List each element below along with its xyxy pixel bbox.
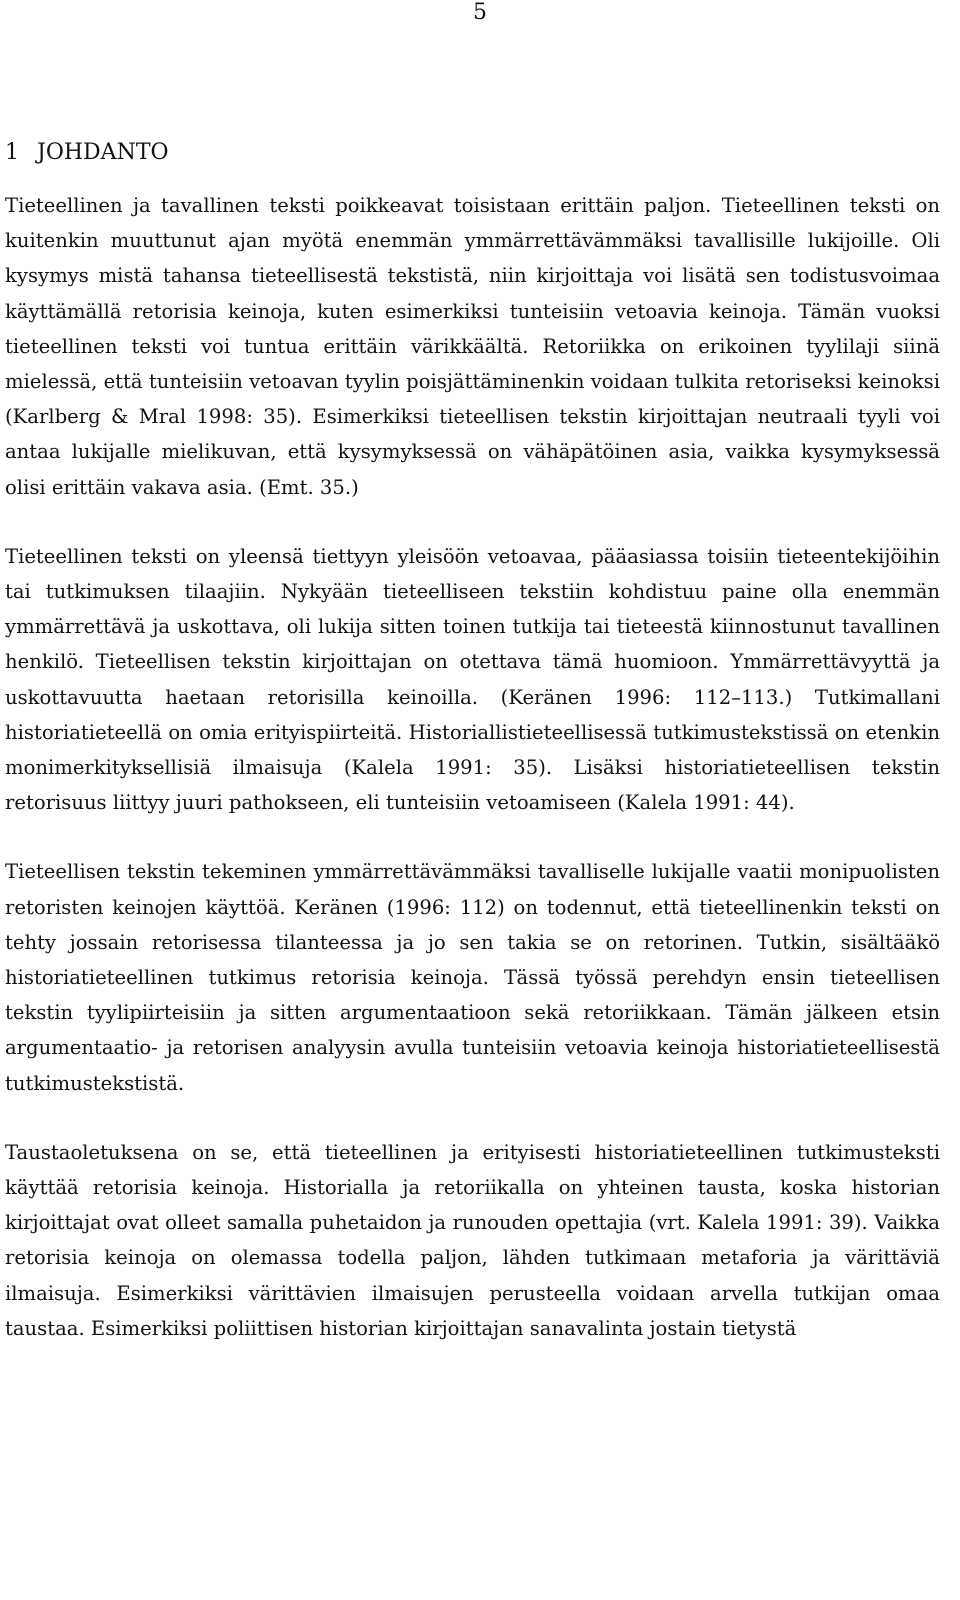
chapter-number: 1 bbox=[5, 140, 19, 165]
document-body bbox=[5, 136, 940, 1380]
paragraph: Taustaoletuksena on se, että tieteellinen ja erityisesti historiatieteellinen tutkimusteksti käyttää retorisia keinoja. Historialla ja retoriikalla on yhteinen tausta, koska historian kirjoittajat ovat olleet samalla puhetaidon ja runouden opettajia (vrt. Kalela 1991: 39). Vaikka retorisia keinoja on olemassa todella paljon, lähden tutkimaan metaforia ja värittäviä ilmaisuja. Esimerkiksi värittävien ilmaisujen perusteella voidaan arvella tutkijan omaa taustaa. Esimerkiksi poliittisen historian kirjoittajan sanavalinta jostain tietystä bbox=[5, 1140, 940, 1340]
page-number: 5 bbox=[473, 0, 487, 25]
chapter-heading bbox=[5, 136, 940, 170]
chapter-title: JOHDANTO bbox=[37, 140, 169, 165]
paragraph: Tieteellinen teksti on yleensä tiettyyn yleisöön vetoavaa, pääasiassa toisiin tieteentekijöihin tai tutkimuksen tilaajiin. Nykyään tieteelliseen tekstiin kohdistuu paine olla enemmän ymmärrettävä ja uskottava, oli lukija sitten toinen tutkija tai tieteestä kiinnostunut tavallinen henkilö. Tieteellisen tekstin kirjoittajan on otettava tämä huomioon. Ymmärrettävyyttä ja uskottavuutta haetaan retorisilla keinoilla. (Keränen 1996: 112–113.) Tutkimallani historiatieteellä on omia erityispiirteitä. Historiallistieteellisessä tutkimustekstissä on etenkin monimerkityksellisiä ilmaisuja (Kalela 1991: 35). Lisäksi historiatieteellisen tekstin retorisuus liittyy juuri pathokseen, eli tunteisiin vetoamiseen (Kalela 1991: 44). bbox=[5, 544, 940, 815]
paragraph: Tieteellisen tekstin tekeminen ymmärrettävämmäksi tavalliselle lukijalle vaatii monipuolisten retoristen keinojen käyttöä. Keränen (1996: 112) on todennut, että tieteellinenkin teksti on tehty jossain retorisessa tilanteessa ja jo sen takia se on retorinen. Tutkin, sisältääkö historiatieteellinen tutkimus retorisia keinoja. Tässä työssä perehdyn ensin tieteellisen tekstin tyylipiirteisiin ja sitten argumentaatioon sekä retoriikkaan. Tämän jälkeen etsin argumentaatio- ja retorisen analyysin avulla tunteisiin vetoavia keinoja historiatieteellisestä tutkimustekstistä. bbox=[5, 860, 940, 1095]
paragraph: Tieteellinen ja tavallinen teksti poikkeavat toisistaan erittäin paljon. Tieteellinen teksti on kuitenkin muuttunut ajan myötä enemmän ymmärrettävämmäksi tavallisille lukijoille. Oli kysymys mistä tahansa tieteellisestä tekstistä, niin kirjoittaja voi lisätä sen todistusvoimaa käyttämällä retorisia keinoja, kuten esimerkiksi tunteisiin vetoavia keinoja. Tämän vuoksi tieteellinen teksti voi tuntua erittäin värikkäältä. Retoriikka on erikoinen tyylilaji siinä mielessä, että tunteisiin vetoavan tyylin poisjättäminenkin voidaan tulkita retoriseksi keinoksi (Karlberg & Mral 1998: 35). Esimerkiksi tieteellisen tekstin kirjoittajan neutraali tyyli voi antaa lukijalle mielikuvan, että kysymyksessä on vähäpätöinen asia, vaikka kysymyksessä olisi erittäin vakava asia. (Emt. 35.) bbox=[5, 194, 940, 499]
